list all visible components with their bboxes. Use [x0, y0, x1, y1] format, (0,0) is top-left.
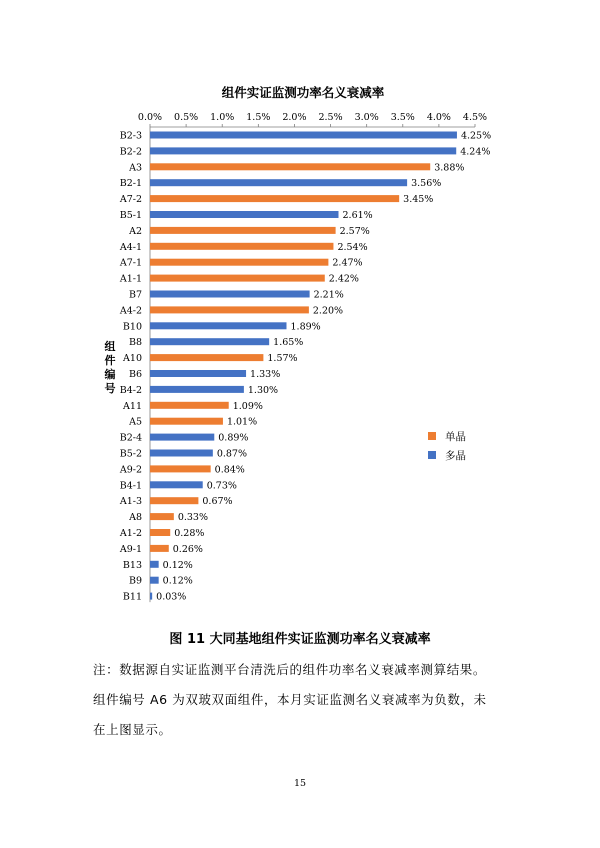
legend-swatch [428, 451, 436, 459]
data-label: 1.89% [290, 321, 321, 333]
legend-swatch [428, 432, 436, 440]
x-axis [138, 112, 487, 127]
bar [150, 545, 169, 552]
data-label: 2.42% [328, 273, 359, 285]
bar [150, 163, 430, 170]
data-label: 0.89% [218, 432, 249, 444]
category-label: A5 [129, 416, 142, 428]
x-tick-label: 2.0% [282, 112, 307, 123]
category-label: A1-1 [119, 273, 142, 285]
data-label: 4.25% [460, 130, 492, 142]
x-tick-label: 1.5% [246, 112, 271, 123]
bar [150, 211, 339, 218]
category-label: B2-3 [119, 130, 142, 142]
category-label: A7-1 [119, 257, 142, 269]
bar [150, 275, 325, 282]
bar [150, 259, 328, 266]
category-label: B5-2 [119, 448, 142, 460]
note-line-2: 组件编号 A6 为双玻双面组件，本月实证监测名义衰减率为负数，未 [93, 692, 487, 707]
data-label: 0.03% [156, 591, 187, 603]
category-label: B11 [122, 591, 142, 603]
bar [150, 529, 170, 536]
category-label: A10 [123, 353, 142, 365]
category-label: A4-2 [119, 305, 142, 317]
x-tick-label: 3.5% [390, 112, 415, 123]
y-axis-label [104, 339, 116, 395]
bar [150, 386, 244, 393]
category-label: A1-2 [119, 528, 142, 539]
category-label: A9-2 [119, 464, 142, 476]
x-tick-label: 0.5% [174, 112, 199, 123]
category-label: B5-1 [119, 210, 142, 221]
legend-label: 多晶 [445, 450, 466, 462]
y-axis-label-char: 组 [104, 340, 116, 353]
category-label: A2 [129, 225, 142, 237]
x-tick-label: 4.0% [426, 112, 451, 123]
bar [150, 593, 152, 600]
bar [150, 354, 263, 361]
data-label: 0.87% [216, 448, 248, 460]
category-label: B6 [128, 369, 142, 380]
bar [150, 434, 214, 441]
y-axis-label-char: 编 [104, 368, 116, 381]
data-label: 3.45% [403, 194, 434, 206]
category-label: B2-4 [119, 432, 142, 444]
bar [150, 132, 457, 139]
category-label: B4-2 [119, 384, 142, 396]
bar [150, 497, 198, 504]
x-tick-label: 4.5% [462, 112, 488, 123]
note-line-3: 在上图显示。 [93, 722, 172, 737]
bar [150, 227, 336, 234]
category-label: A7-2 [119, 194, 142, 206]
data-label: 1.09% [232, 400, 263, 412]
category-label: A1-3 [119, 496, 142, 508]
data-label: 2.21% [313, 289, 344, 301]
category-label: A9-1 [119, 543, 142, 555]
bars [119, 127, 491, 603]
bar [150, 306, 309, 313]
data-label: 0.73% [206, 480, 237, 492]
category-label: B9 [128, 575, 142, 587]
bar [150, 402, 229, 409]
bar [150, 370, 246, 377]
y-axis-label-char: 号 [104, 382, 116, 395]
chart-title: 组件实证监测功率名义衰减率 [221, 85, 385, 100]
data-label: 0.67% [202, 496, 233, 508]
category-label: B4-1 [119, 480, 142, 492]
bar [150, 322, 287, 329]
bar [150, 481, 203, 488]
bar [150, 147, 456, 154]
data-label: 1.01% [226, 416, 258, 428]
page-number: 15 [293, 778, 307, 789]
data-label: 2.54% [337, 241, 368, 253]
category-label: B13 [122, 559, 142, 571]
category-label: A4-1 [119, 241, 142, 253]
data-label: 0.12% [162, 575, 193, 587]
figure-note [93, 655, 523, 745]
data-label: 0.28% [174, 528, 205, 539]
x-tick-label: 0.0% [137, 112, 163, 123]
bar [150, 291, 310, 298]
bar [150, 179, 407, 186]
data-label: 2.57% [339, 225, 370, 237]
note-line-1: 注：数据源自实证监测平台清洗后的组件功率名义衰减率测算结果。 [93, 662, 487, 677]
data-label: 1.30% [247, 384, 279, 396]
category-label: B2-1 [119, 178, 142, 190]
bar [150, 513, 174, 520]
data-label: 2.61% [342, 210, 373, 221]
category-label: B8 [128, 337, 142, 349]
bar [150, 577, 159, 584]
data-label: 1.65% [273, 337, 304, 349]
bar [150, 450, 213, 457]
data-label: 3.88% [434, 162, 465, 174]
figure-caption: 图 11 大同基地组件实证监测功率名义衰减率 [169, 632, 431, 647]
data-label: 2.20% [312, 305, 344, 317]
bar [150, 243, 333, 250]
data-label: 0.84% [214, 464, 245, 476]
x-tick-label: 2.5% [318, 112, 343, 123]
data-label: 1.33% [250, 369, 281, 380]
data-label: 2.47% [332, 257, 363, 269]
legend-label: 单晶 [445, 431, 466, 443]
bar [150, 561, 159, 568]
legend [428, 430, 466, 462]
category-label: B7 [128, 289, 142, 301]
category-label: A8 [129, 512, 142, 524]
bar [150, 465, 211, 472]
data-label: 1.57% [267, 353, 298, 365]
category-label: B10 [122, 321, 142, 333]
y-axis-label-char: 件 [104, 354, 116, 367]
bar [150, 195, 399, 202]
category-label: A11 [123, 400, 142, 412]
x-tick-label: 1.0% [210, 112, 235, 123]
data-label: 4.24% [460, 146, 491, 158]
bar [150, 418, 223, 425]
data-label: 0.33% [177, 512, 209, 524]
bar [150, 338, 269, 345]
category-label: A3 [129, 162, 142, 174]
x-tick-label: 3.0% [354, 112, 379, 123]
data-label: 0.12% [162, 559, 193, 571]
category-label: B2-2 [119, 146, 142, 158]
data-label: 0.26% [172, 543, 203, 555]
data-label: 3.56% [411, 178, 442, 190]
